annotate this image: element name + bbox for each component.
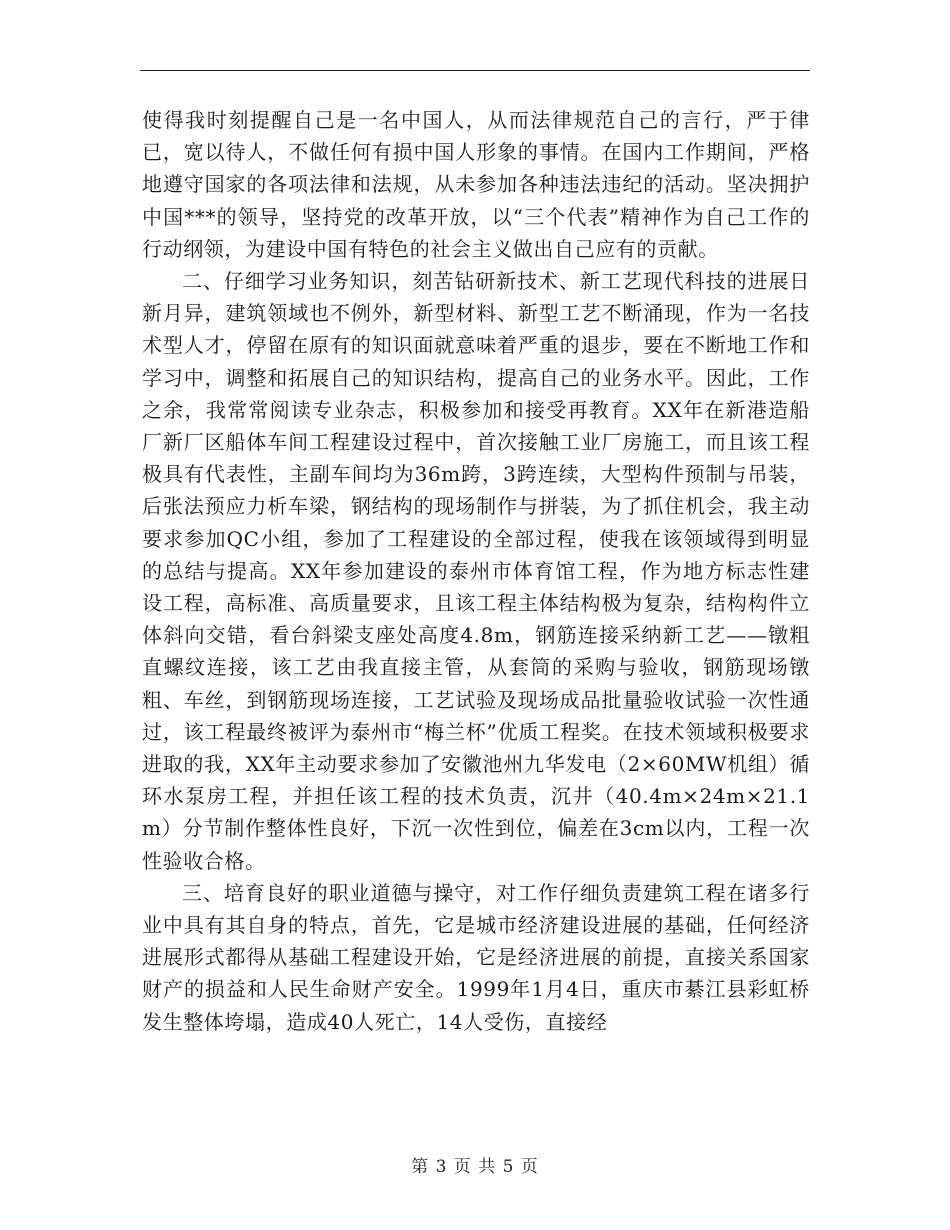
paragraph-section-three: 三、培育良好的职业道德与操守，对工作仔细负责建筑工程在诸多行业中具有其自身的特点，首先，它是城市经济建设进展的基础，任何经济进展形式都得从基础工程建设开始，它是经济进展的前提，直接关系国家财产的损益和人民生命财产安全。1999年1月4日，重庆市綦江县彩虹桥发生整体垮塌，造成40人死亡，14人受伤，直接经 <box>142 880 810 1034</box>
page-number-footer: 第 3 页 共 5 页 <box>411 1157 539 1177</box>
header-rule <box>140 70 810 71</box>
paragraph-section-two: 二、仔细学习业务知识，刻苦钻研新技术、新工艺现代科技的进展日新月异，建筑领域也不例外，新型材料、新型工艺不断涌现，作为一名技术型人才，停留在原有的知识面就意味着严重的退步，要在不断地工作和学习中，调整和拓展自己的知识结构，提高自己的业务水平。因此，工作之余，我常常阅读专业杂志，积极参加和接受再教育。XX年在新港造船厂新厂区船体车间工程建设过程中，首次接触工业厂房施工，而且该工程极具有代表性，主副车间均为36m跨，3跨连续，大型构件预制与吊装，后张法预应力析车梁，钢结构的现场制作与拼装，为了抓住机会，我主动要求参加QC小组，参加了工程建设的全部过程，使我在该领域得到明显的总结与提高。XX年参加建设的泰州市体育馆工程，作为地方标志性建设工程，高标准、高质量要求，且该工程主体结构极为复杂，结构构件立体斜向交错，看台斜梁支座处高度4.8m，钢筋连接采纳新工艺——镦粗直螺纹连接，该工艺由我直接主管，从套筒的采购与验收，钢筋现场镦粗、车丝，到钢筋现场连接，工艺试验及现场成品批量验收试验一次性通过，该工程最终被评为泰州市“梅兰杯”优质工程奖。在技术领域积极要求进取的我，XX年主动要求参加了安徽池州九华发电（2×60MW机组）循环水泵房工程，并担任该工程的技术负责，沉井（40.4m×24m×21.1m）分节制作整体性良好，下沉一次性到位，偏差在3cm以内，工程一次性验收合格。 <box>142 269 810 873</box>
paragraph-continuation: 使得我时刻提醒自己是一名中国人，从而法律规范自己的言行，严于律已，宽以待人，不做任何有损中国人形象的事情。在国内工作期间，严格地遵守国家的各项法律和法规，从未参加各种违法违纪的活动。坚决拥护中国***的领导，坚持党的改革开放，以“三个代表”精神作为自己工作的行动纲领，为建设中国有特色的社会主义做出自己应有的贡献。 <box>142 108 810 261</box>
body-text <box>142 104 810 1038</box>
